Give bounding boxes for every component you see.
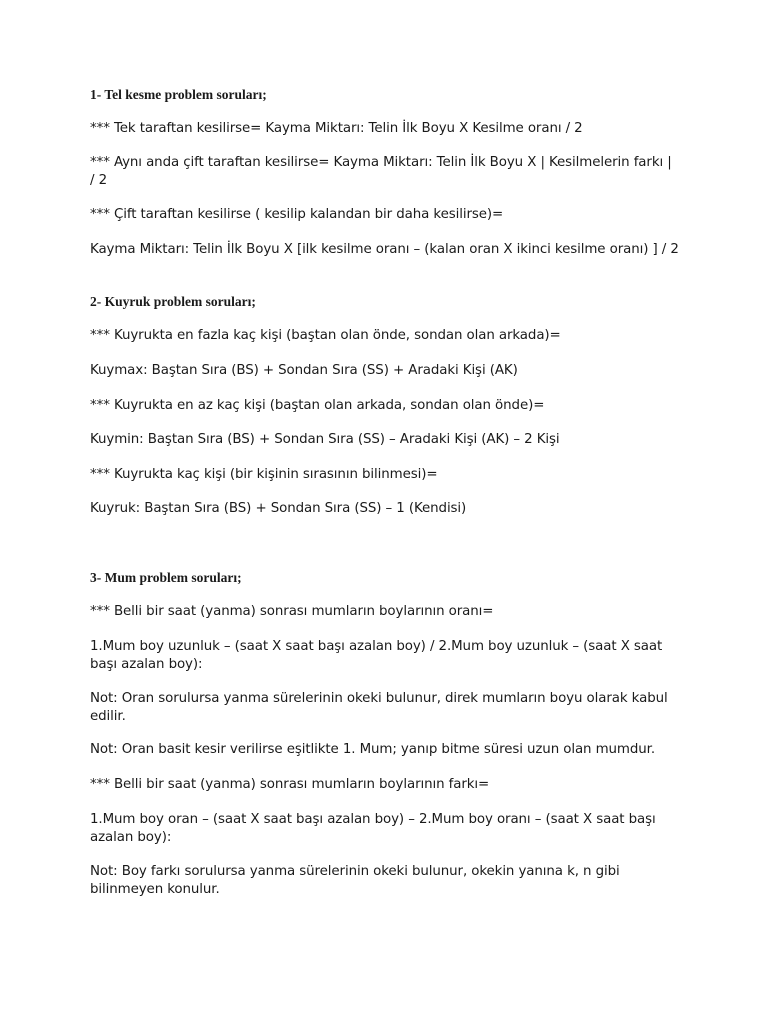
section-2-paragraph: Kuyruk: Baştan Sıra (BS) + Sondan Sıra (SS) – 1 (Kendisi) [90, 501, 467, 516]
section-1-heading: 1- Tel kesme problem soruları; [90, 87, 267, 102]
section-1-paragraph: *** Çift taraftan kesilirse ( kesilip kalandan bir daha kesilirse)= [90, 207, 504, 222]
section-2-paragraph: *** Kuyrukta kaç kişi (bir kişinin sırasının bilinmesi)= [90, 467, 438, 482]
section-1-paragraph: Kayma Miktarı: Telin İlk Boyu X [ilk kesilme oranı – (kalan oran X ikinci kesilme oranı) ] / 2 [90, 242, 679, 257]
section-3-paragraph: 1.Mum boy uzunluk – (saat X saat başı azalan boy) / 2.Mum boy uzunluk – (saat X saat başı azalan boy): [90, 639, 663, 672]
section-1-paragraph: *** Tek taraftan kesilirse= Kayma Miktarı: Telin İlk Boyu X Kesilme oranı / 2 [90, 121, 583, 136]
section-3-paragraph: Not: Oran basit kesir verilirse eşitlikte 1. Mum; yanıp bitme süresi uzun olan mumdur. [90, 742, 655, 757]
section-2-paragraph: Kuymax: Baştan Sıra (BS) + Sondan Sıra (SS) + Aradaki Kişi (AK) [90, 363, 518, 378]
section-3-paragraph: *** Belli bir saat (yanma) sonrası mumların boylarının farkı= [90, 777, 490, 792]
section-3-heading: 3- Mum problem soruları; [90, 570, 242, 585]
section-3-paragraph: 1.Mum boy oran – (saat X saat başı azalan boy) – 2.Mum boy oranı – (saat X saat başı azalan boy): [90, 812, 656, 845]
section-1-paragraph: *** Aynı anda çift taraftan kesilirse= Kayma Miktarı: Telin İlk Boyu X | Kesilmelerin farkı | / 2 [90, 155, 672, 188]
section-3-paragraph: Not: Oran sorulursa yanma sürelerinin okeki bulunur, direk mumların boyu olarak kabul edilir. [90, 691, 668, 724]
section-3-paragraph: Not: Boy farkı sorulursa yanma sürelerinin okeki bulunur, okekin yanına k, n gibi bilinmeyen konulur. [90, 864, 620, 897]
section-2-heading: 2- Kuyruk problem soruları; [90, 294, 256, 309]
section-2-paragraph: *** Kuyrukta en az kaç kişi (baştan olan arkada, sondan olan önde)= [90, 398, 545, 413]
section-2-paragraph: *** Kuyrukta en fazla kaç kişi (baştan olan önde, sondan olan arkada)= [90, 328, 561, 343]
section-2-paragraph: Kuymin: Baştan Sıra (BS) + Sondan Sıra (SS) – Aradaki Kişi (AK) – 2 Kişi [90, 432, 560, 447]
section-3-paragraph: *** Belli bir saat (yanma) sonrası mumların boylarının oranı= [90, 604, 494, 619]
